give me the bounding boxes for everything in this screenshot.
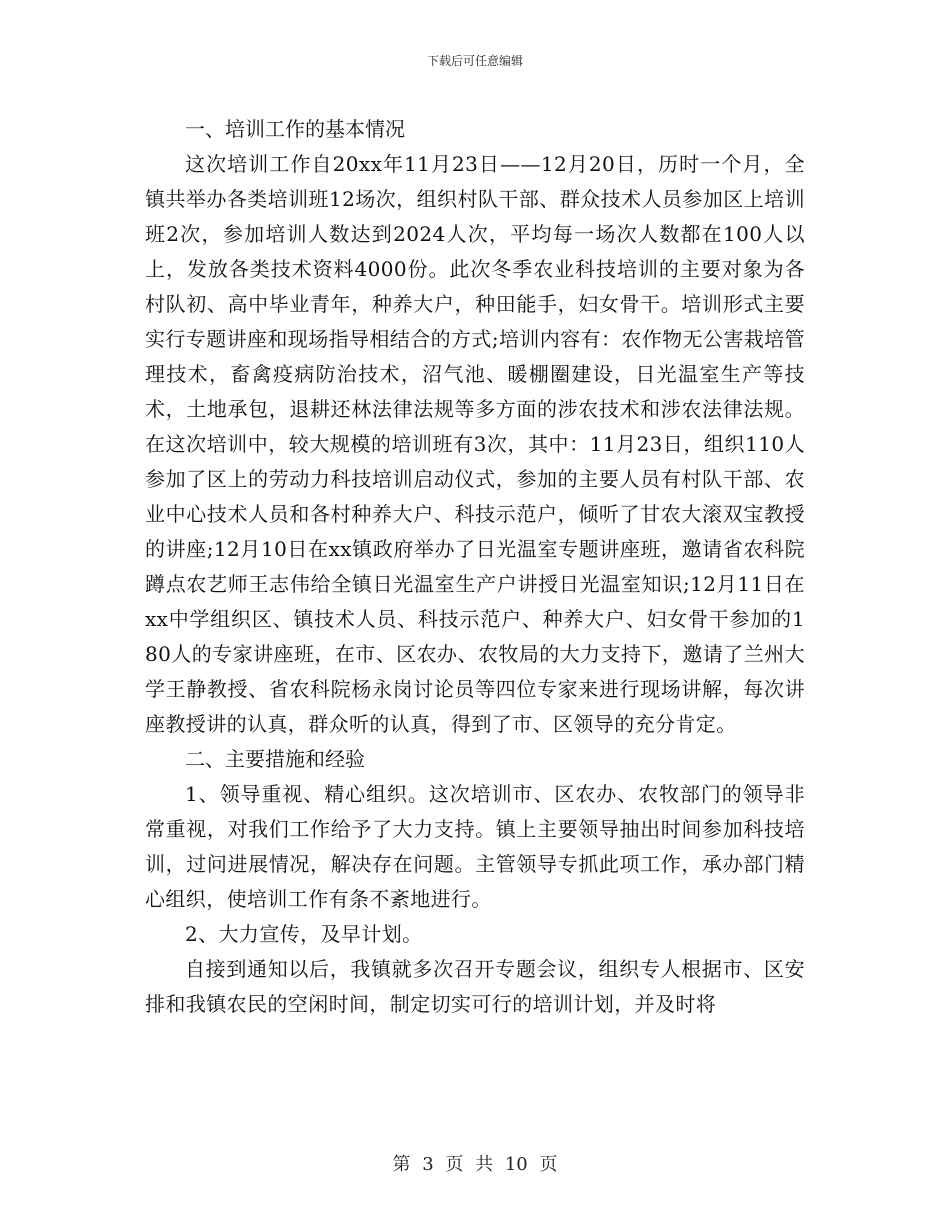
page-header-note: 下载后可任意编辑 (426, 54, 523, 68)
paragraph-training-overview: 这次培训工作自20xx年11月23日——12月20日，历时一个月，全镇共举办各类培训班12场次，组织村队干部、群众技术人员参加区上培训班2次，参加培训人数达到2024人次，平均每一场次人数都在100人以上，发放各类技术资料4000份。此次冬季农业科技培训的主要对象为各村队初、高中毕业青年，种养大户，种田能手，妇女骨干。培训形式主要实行专题讲座和现场指导相结合的方式;培训内容有：农作物无公害栽培管理技术，畜禽疫病防治技术，沼气池、暖棚圈建设，日光温室生产等技术，土地承包，退耕还林法律法规等多方面的涉农技术和涉农法律法规。在这次培训中，较大规模的培训班有3次，其中：11月23日，组织110人参加了区上的劳动力科技培训启动仪式，参加的主要人员有村队干部、农业中心技术人员和各村种养大户、科技示范户，倾听了甘农大滚双宝教授的讲座;12月10日在xx镇政府举办了日光温室专题讲座班，邀请省农科院蹲点农艺师王志伟给全镇日光温室生产户讲授日光温室知识;12月11日在xx中学组织区、镇技术人员、科技示范户、种养大户、妇女骨干参加的180人的专家讲座班，在市、区农办、农牧局的大力支持下，邀请了兰州大学王静教授、省农科院杨永岗讨论员等四位专家来进行现场讲解，每次讲座教授讲的认真，群众听的认真，得到了市、区领导的充分肯定。 (145, 152, 805, 736)
section-heading-measures: 二、主要措施和经验 (185, 747, 365, 771)
paragraph-publicity-title: 2、大力宣传，及早计划。 (185, 922, 423, 946)
page-number: 第 3 页 共 10 页 (392, 1154, 558, 1175)
paragraph-publicity-body: 自接到通知以后，我镇就多次召开专题会议，组织专人根据市、区安排和我镇农民的空闲时间，制定切实可行的培训计划，并及时将 (145, 957, 805, 1016)
paragraph-leadership: 1、领导重视、精心组织。这次培训市、区农办、农牧部门的领导非常重视，对我们工作给予了大力支持。镇上主要领导抽出时间参加科技培训，过问进展情况，解决存在问题。主管领导专抓此项工作，承办部门精心组织，使培训工作有条不紊地进行。 (145, 782, 805, 911)
document-body (145, 112, 805, 1022)
section-heading-basic-situation: 一、培训工作的基本情况 (185, 117, 405, 141)
